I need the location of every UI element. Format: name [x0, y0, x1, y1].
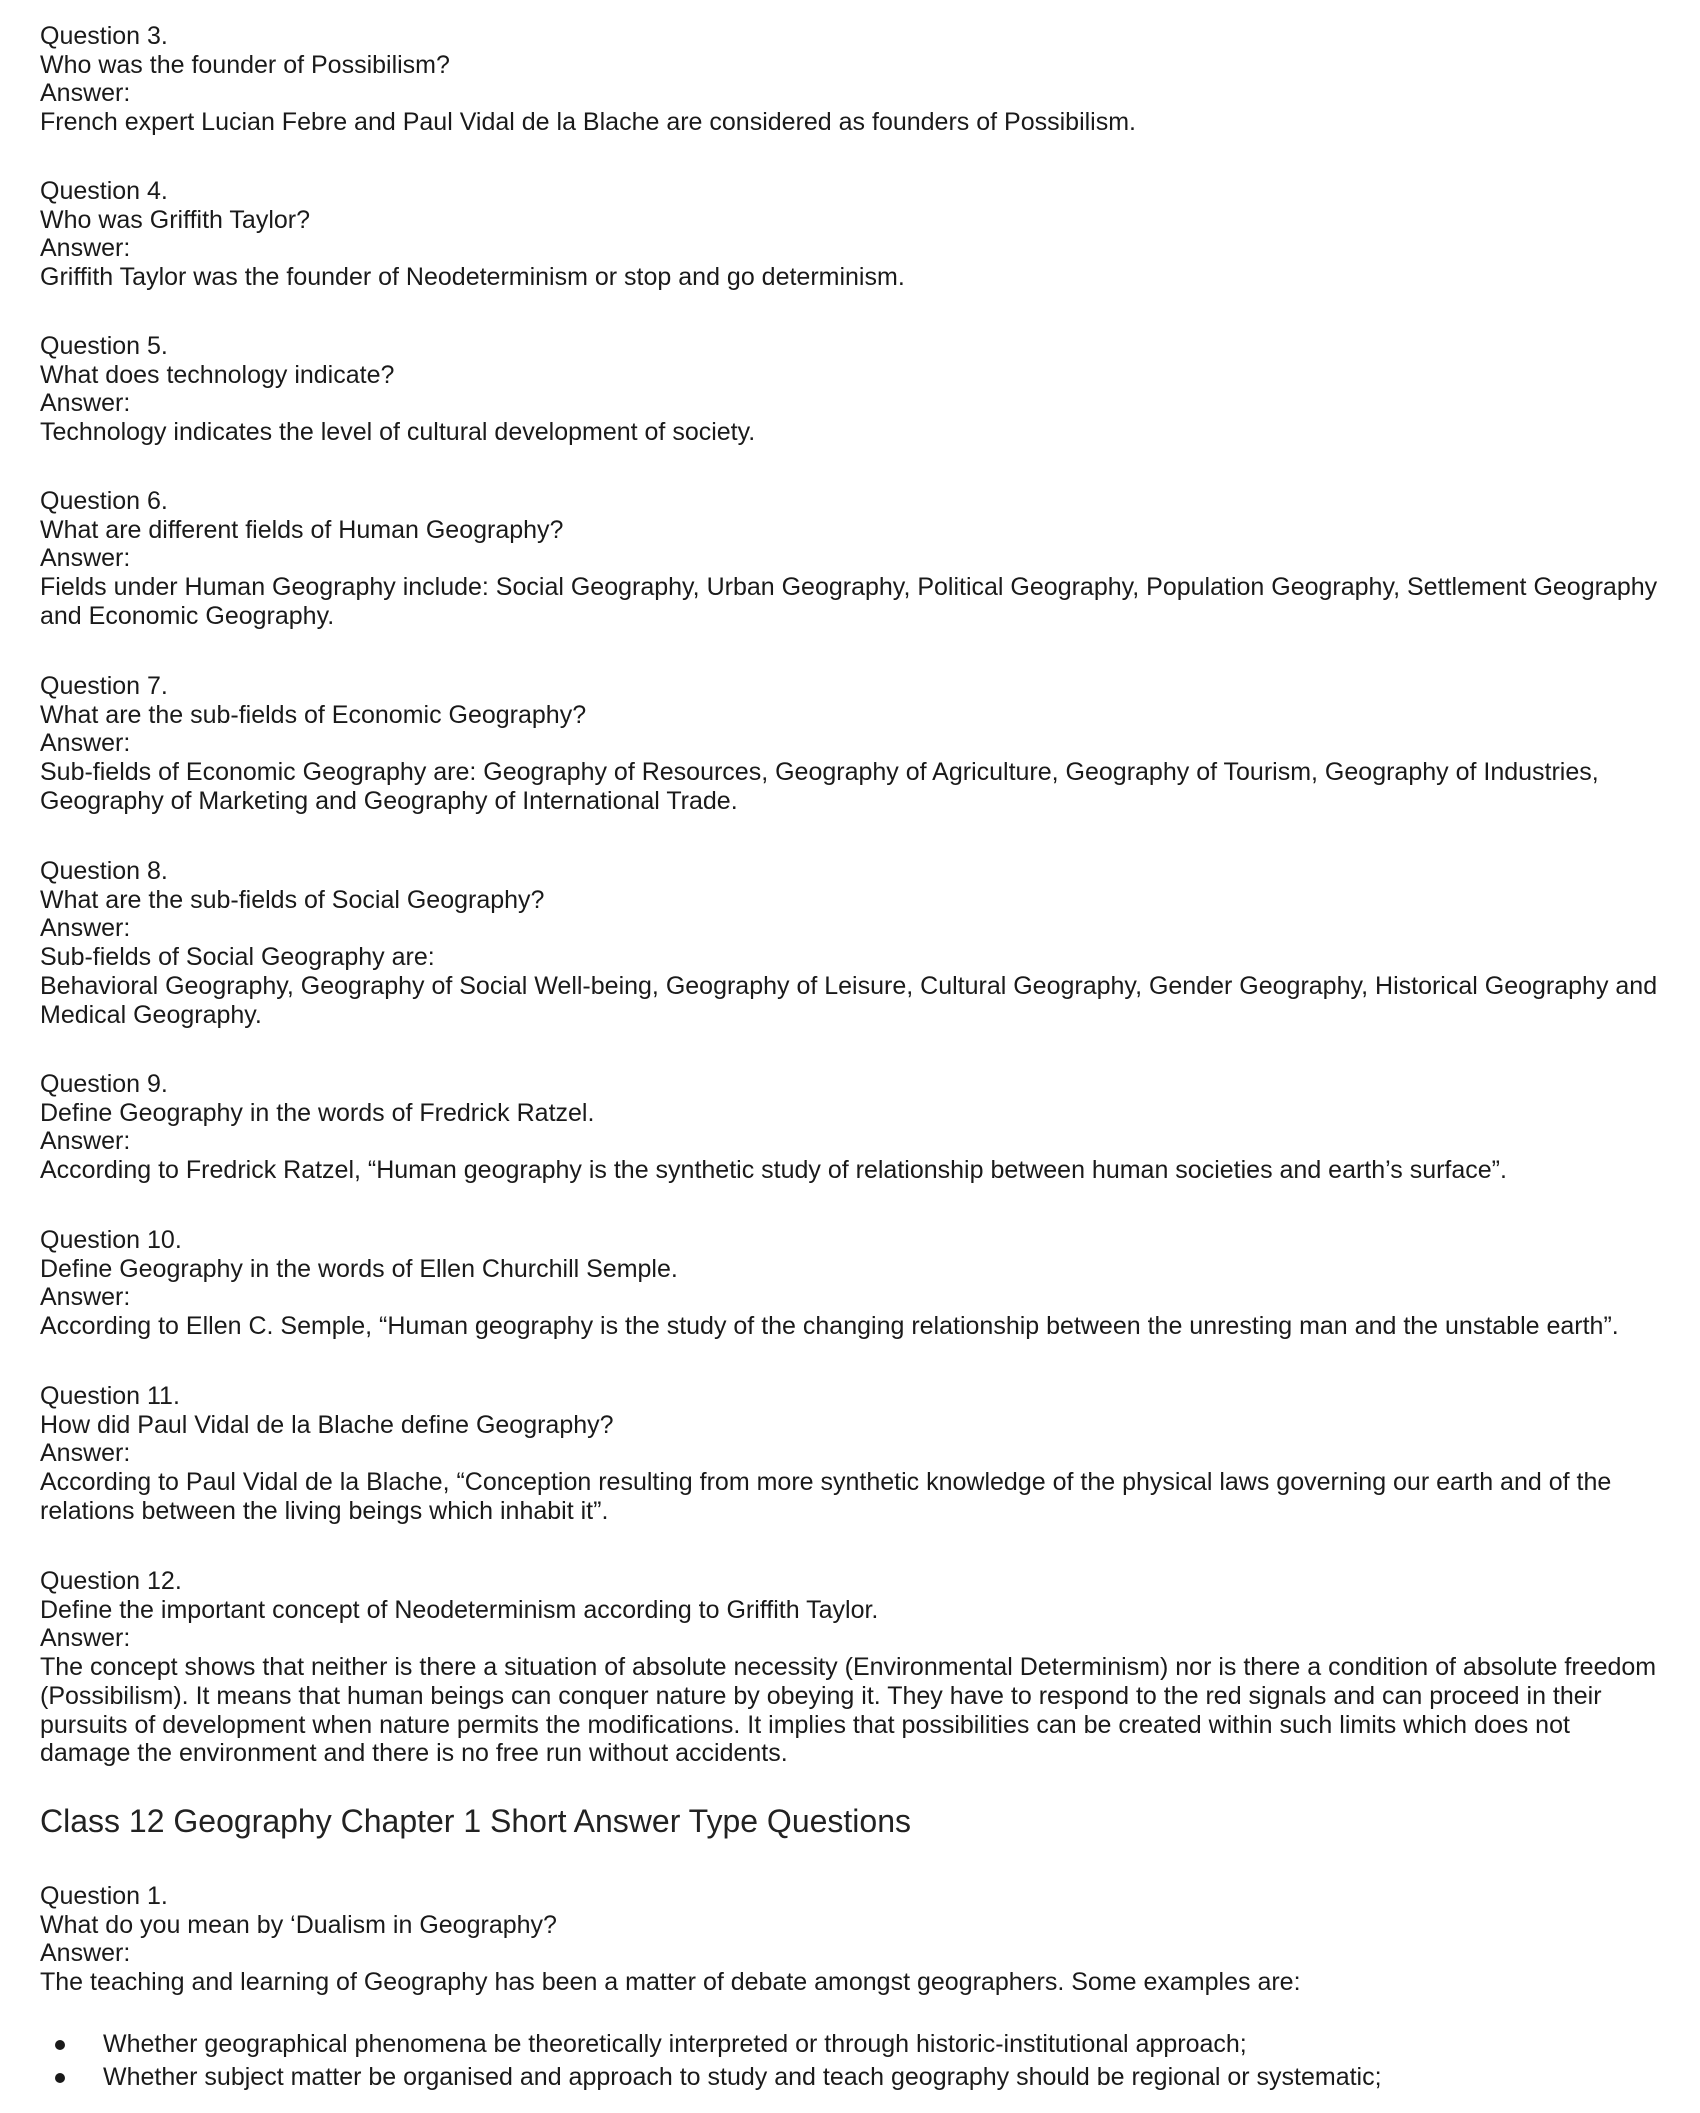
answer-label: Answer: — [40, 1939, 131, 1968]
question-text: What does technology indicate? — [40, 360, 395, 389]
list-item-text: Whether subject matter be organised and approach to study and teach geography should be regional or systematic; — [103, 2063, 1382, 2091]
question-text: What are different fields of Human Geography? — [40, 515, 564, 544]
answer-text: According to Fredrick Ratzel, “Human geography is the synthetic study of relationship between human societies and earth’s surface”. — [40, 1156, 1507, 1185]
answer-label: Answer: — [40, 234, 131, 263]
qa-block — [40, 1882, 1665, 1997]
question-text: What are the sub-fields of Social Geography? — [40, 885, 545, 914]
question-text: What do you mean by ‘Dualism in Geography? — [40, 1910, 557, 1939]
qa-block — [40, 1226, 1665, 1341]
answer-text: Technology indicates the level of cultural development of society. — [40, 418, 756, 447]
answer-text: Griffith Taylor was the founder of Neodeterminism or stop and go determinism. — [40, 263, 905, 292]
answer-text: Fields under Human Geography include: Social Geography, Urban Geography, Political Geography, Population Geography, Settlement Geography and Economic Geography. — [40, 573, 1658, 630]
list-item — [40, 2061, 1665, 2094]
question-number: Question 12. — [40, 1567, 182, 1595]
question-number: Question 1. — [40, 1882, 168, 1910]
section-heading: Class 12 Geography Chapter 1 Short Answer Type Questions — [40, 1803, 911, 1839]
question-text: Define the important concept of Neodeterminism according to Griffith Taylor. — [40, 1595, 879, 1624]
question-number: Question 8. — [40, 857, 168, 885]
qa-block — [40, 1382, 1665, 1526]
qa-block — [40, 857, 1665, 1029]
answer-label: Answer: — [40, 389, 131, 418]
answer-text: According to Ellen C. Semple, “Human geography is the study of the changing relationship between the unresting man and the unstable earth”. — [40, 1312, 1619, 1341]
question-number: Question 3. — [40, 22, 168, 50]
answer-label: Answer: — [40, 914, 131, 943]
qa-block — [40, 487, 1665, 631]
answer-label: Answer: — [40, 544, 131, 573]
question-number: Question 5. — [40, 332, 168, 360]
answer-text: The teaching and learning of Geography has been a matter of debate amongst geographers. Some examples are: — [40, 1968, 1301, 1997]
qa-block — [40, 22, 1665, 137]
question-text: Define Geography in the words of Fredrick Ratzel. — [40, 1098, 595, 1127]
answer-label: Answer: — [40, 1127, 131, 1156]
answer-text: Sub-fields of Economic Geography are: Geography of Resources, Geography of Agriculture, Geography of Tourism, Geography of Industries, Geography of Marketing and Geography of International Trade. — [40, 758, 1599, 815]
answer-text: According to Paul Vidal de la Blache, “Conception resulting from more synthetic knowledge of the physical laws governing our earth and of the relations between the living beings which inhabit it”. — [40, 1468, 1612, 1525]
question-text: Define Geography in the words of Ellen Churchill Semple. — [40, 1254, 678, 1283]
qa-block — [40, 672, 1665, 816]
question-number: Question 6. — [40, 487, 168, 515]
question-number: Question 7. — [40, 672, 168, 700]
qa-block — [40, 1070, 1665, 1185]
bullet-list — [40, 2028, 1665, 2094]
qa-block — [40, 332, 1665, 447]
answer-label: Answer: — [40, 79, 131, 108]
bullet-icon — [55, 2040, 65, 2050]
answer-text: Behavioral Geography, Geography of Social Well-being, Geography of Leisure, Cultural Geography, Gender Geography, Historical Geography and Medical Geography. — [40, 971, 1658, 1029]
answer-label: Answer: — [40, 1283, 131, 1312]
answer-label: Answer: — [40, 1624, 131, 1653]
question-number: Question 4. — [40, 177, 168, 205]
bullet-icon — [55, 2073, 65, 2083]
answer-label: Answer: — [40, 729, 131, 758]
qa-block — [40, 177, 1665, 292]
answer-text: Sub-fields of Social Geography are: — [40, 943, 435, 972]
question-text: What are the sub-fields of Economic Geography? — [40, 700, 587, 729]
question-number: Question 11. — [40, 1382, 180, 1410]
qa-block — [40, 1567, 1665, 1768]
question-number: Question 10. — [40, 1226, 182, 1254]
list-item-text: Whether geographical phenomena be theoretically interpreted or through historic-institutional approach; — [103, 2030, 1247, 2058]
question-number: Question 9. — [40, 1070, 168, 1098]
answer-label: Answer: — [40, 1439, 131, 1468]
question-text: How did Paul Vidal de la Blache define Geography? — [40, 1410, 614, 1439]
answer-text: French expert Lucian Febre and Paul Vidal de la Blache are considered as founders of Possibilism. — [40, 108, 1136, 137]
list-item — [40, 2028, 1665, 2061]
answer-text: The concept shows that neither is there a situation of absolute necessity (Environmental Determinism) nor is there a condition of absolute freedom (Possibilism). It means that human beings can conquer nature by obeying it. They have to respond to the red signals and can proceed in their pursuits of development when nature permits the modifications. It implies that possibilities can be created within such limits which does not damage the environment and there is no free run without accidents. — [40, 1653, 1657, 1768]
question-text: Who was the founder of Possibilism? — [40, 50, 450, 79]
question-text: Who was Griffith Taylor? — [40, 205, 311, 234]
